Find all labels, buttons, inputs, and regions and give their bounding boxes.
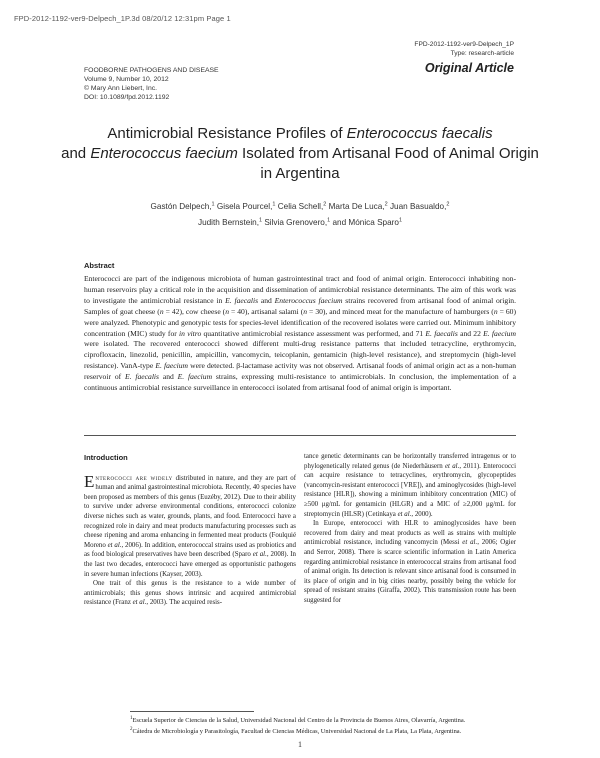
journal-info (84, 66, 219, 102)
author-list (90, 197, 510, 230)
journal-doi: DOI: 10.1089/fpd.2012.1192 (84, 94, 170, 101)
affiliations (130, 715, 465, 736)
section-tag: Original Article (424, 61, 514, 75)
title-species: Enterococcus faecalis (346, 125, 493, 142)
body-paragraph: tance genetic determinants can be horizontally transferred intragenus or to phylogenetically related genus (de Niederhäusern et al., 2011). Enterococci can acquire resistance to tetracyclines, erythromycin, glycopeptides (vancomycin-resistant enterococci [VRE]), and aminoglycosides (high-level resistance [HLR]), showing a minimum inhibitory concentration (MIC) of ≥500 μg/mL for gentamicin (HLGR) and a MIC of ≥2,000 μg/mL for streptomycin (HLSR) (Cetinkaya et al., 2000). (304, 453, 516, 518)
section-divider (84, 435, 516, 436)
body-paragraph: In Europe, enterococci with HLR to aminoglycosides have been recovered from dairy and meat products as well as strains with multiple antimicrobial resistance, including vancomycin (Messi et al., 2006; Ogier and Serror, 2008). There is scarce scientific information in Latin America regarding antimicrobial resistance in enterococcal strains from artisanal food of animal origin. Its detection is relevant since artisanal food is consumed in its place of origin and in big cities nearby, possibly being the vehicle for spread of resistant strains (Giraffa, 2002). This transmission route has been suggested for (304, 520, 516, 604)
manuscript-id-block (414, 40, 514, 58)
author: Celia Schell,$^2$ (277, 201, 327, 211)
footnote-rule (130, 711, 254, 712)
title-text: Isolated from Artisanal Food of Animal Origin in Argentina (237, 145, 539, 182)
page-number: 1 (298, 740, 302, 749)
author: Gisela Pourcel,$^1$ (216, 201, 276, 211)
drop-cap: E (84, 471, 95, 491)
title-text: Antimicrobial Resistance Profiles of (107, 125, 347, 142)
title-text: and (61, 145, 91, 162)
author: Silvia Grenovero,$^1$ (264, 217, 331, 228)
abstract-heading: Abstract (84, 261, 115, 270)
author: Judith Bernstein,$^1$ (197, 217, 263, 228)
article-title (60, 124, 540, 184)
intro-paragraph: Enterococci are widely distributed in nature, and they are part of human and animal gastrointestinal microbiota. Recently, 40 species have been proposed as members of this genus (Euzéby, 2012). Due to their ability to survive under adverse environmental conditions, enterococci colonize diverse niches such as water, grounds, plants, and food. Enterococci have a recognized role in dairy and meat products manufacturing processes such as cheese ripening and aroma enhancing in fermented meat products (Foulquié Moreno et al., 2006). In addition, enterococcal strains used as probiotics and as food biological preservatives have been described (Sparo et al., 2008). In the last two decades, enterococci have emerged as opportunistic pathogens in severe human infections (Kayser, 2003). (84, 471, 297, 578)
intro-column (84, 453, 296, 608)
manuscript-type: Type: research-article (450, 50, 514, 57)
author: Marta De Luca,$^2$ (328, 201, 388, 211)
print-header: FPD-2012-1192-ver9-Delpech_1P.3d 08/20/12 12:31pm Page 1 (14, 14, 231, 23)
journal-name: FOODBORNE PATHOGENS AND DISEASE (84, 67, 219, 74)
affiliation: $^2$Cátedra de Microbiología y Parasitología, Facultad de Ciencias Médicas, Universidad Nacional de La Plata, La Plata, Argentina. (130, 726, 462, 735)
manuscript-id: FPD-2012-1192-ver9-Delpech_1P (414, 41, 514, 48)
intro-paragraph: One trait of this genus is the resistance to a wide number of antimicrobials; this genus shows intrinsic and acquired antimicrobial resistance (Franz et al., 2003). The acquired resis- (84, 580, 296, 607)
title-species: Enterococcus faecium (90, 145, 238, 162)
journal-copyright: © Mary Ann Liebert, Inc. (84, 85, 158, 92)
intro-heading: Introduction (84, 453, 128, 462)
author: Gastón Delpech,$^1$ (150, 201, 215, 211)
abstract-body: Enterococci are part of the indigenous microbiota of human gastrointestinal tract and food of animal origin. Enterococci inhabiting non-human reservoirs play a critical role in the acquisition and dissemination of antimicrobial resistance determinants. The aim of this work was to investigate the antimicrobial resistance in E. faecalis and Enterococcus faecium strains recovered from artisanal food of animal origin. Samples of goat cheese (n = 42), cow cheese (n = 40), artisanal salami (n = 30), and minced meat for the manufacture of hamburgers (n = 60) were analyzed. Phenotypic and genotypic tests for species-level identification of the recovered isolates were carried out. Minimum inhibitory concentration (MIC) study for in vitro quantitative antimicrobial resistance assessment was performed, and 71 E. faecalis and 22 E. faecium were isolated. The recovered enterococci showed different multi-drug resistance patterns that included tetracycline, erythromycin, ciprofloxacin, linezolid, penicillin, ampicillin, vancomycin, teicoplanin, gentamicin (high-level resistance), and streptomycin (high-level resistance). VanA-type E. faecium were detected. β-lactamase activity was not observed. Artisanal foods of animal origin act as a non-human reservoir of E. faecalis and E. faecium strains, expressing multi-resistance to antimicrobials. In conclusion, the implementation of a continuous antimicrobial resistance surveillance in enterococci isolated from artisanal food of animal origin is important. (84, 274, 517, 393)
author: Juan Basualdo,$^2$ (389, 201, 450, 211)
affiliation: $^1$Escuela Superior de Ciencias de la Salud, Universidad Nacional del Centro de la Provincia de Buenos Aires, Olavarría, Argentina. (130, 716, 466, 725)
journal-volume: Volume 9, Number 10, 2012 (84, 76, 169, 83)
author: and Mónica Sparo$^1$ (332, 217, 402, 228)
right-column (304, 452, 516, 606)
